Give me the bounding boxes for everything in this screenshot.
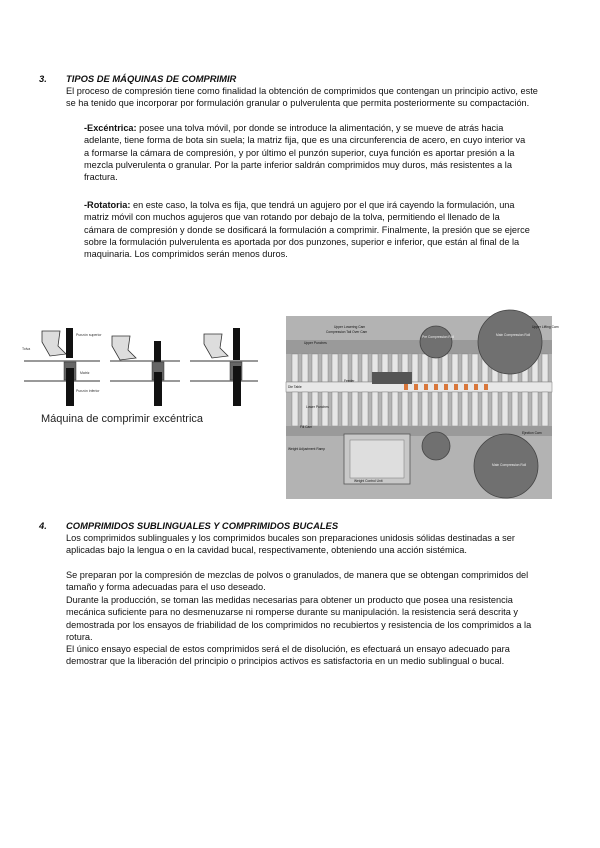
- section-4-title: COMPRIMIDOS SUBLINGUALES Y COMPRIMIDOS BUCALES: [66, 520, 339, 531]
- rotary-press-diagram: [286, 316, 559, 499]
- label-die: Die Table: [288, 385, 302, 389]
- section-4-paragraph-1: Los comprimidos sublinguales y los comprimidos bucales son preparaciones unidosis sólidas destinadas a ser aplicadas bajo la lengua o en la cavidad bucal, respectivamente, obteniendo una acción sistémica.: [66, 533, 515, 556]
- label-punzon-superior: Punzón superior: [76, 333, 102, 337]
- label-tail-cam: Compression Tail Over Cam: [326, 330, 368, 334]
- label-ejection: Ejection Cam: [522, 431, 542, 435]
- figure-caption: Máquina de comprimir excéntrica: [41, 413, 204, 425]
- label-fill-cam: Fill Cam: [300, 425, 313, 429]
- section-4-paragraph-2: Se preparan por la compresión de mezclas de polvos o granulados, de manera que se obtengan comprimidos del tamaño y forma adecuadas para el uso deseado.: [66, 570, 529, 593]
- main-compression-roll-upper: [478, 310, 542, 374]
- label-matriz: Matriz: [80, 371, 90, 375]
- label-main-roll-lower: Main Compression Roll: [492, 463, 527, 467]
- pre-compression-roll-upper: [420, 326, 455, 358]
- label-punzon-inferior: Punzón inferior: [76, 389, 100, 393]
- eccentric-press-diagram: [20, 326, 260, 406]
- eccentric-stage-2: [110, 336, 180, 406]
- label-weight-control: Weight Control Unit: [354, 479, 383, 483]
- label-upper-cam: Upper Lowering Cam: [334, 325, 366, 329]
- label-pre-roll: Pre Compression Roll: [422, 335, 455, 339]
- eccentric-stage-1: [22, 328, 102, 406]
- eccentric-stage-3: [190, 328, 258, 406]
- excentrica-text: posee una tolva móvil, por donde se introduce la alimentación, y se mueve de atrás hacia adelante, tiene forma de bota sin suela; la matriz fija, que es una circunferencia de acero, en cuyo interior va a formarse la cámara de compresión, y por último el punzón superior, cuya función es aportar presión a la mezcla pulverulenta o granular. Por la parte inferior saldrán comprimidos muy duros, más resistentes a la fractura.: [84, 123, 526, 183]
- label-feeder: Feeder: [344, 379, 355, 383]
- rotatoria-label: -Rotatoria:: [84, 200, 131, 210]
- section-3-title: TIPOS DE MÁQUINAS DE COMPRIMIR: [66, 73, 237, 84]
- section-4-paragraph-3: Durante la producción, se toman las medidas necesarias para obtener un producto que posea una resistencia mecánica suficiente para no desmenuzarse ni romperse durante su manipulación. la resistencia será descrita y demostrada por los ensayos de friabilidad de los comprimidos no recubiertos y resistencia de los comprimidos a la rotura.: [66, 595, 532, 642]
- label-tolva: Tolva: [22, 347, 31, 351]
- label-weight-ramp: Weight Adjustment Ramp: [288, 447, 326, 451]
- rotatoria-paragraph: [84, 199, 530, 260]
- excentrica-label: -Excéntrica:: [84, 123, 137, 133]
- label-upper-lifting: Upper Lifting Cam: [532, 325, 559, 329]
- section-4-number: 4.: [39, 520, 47, 531]
- label-lower-punches: Lower Punches: [306, 405, 329, 409]
- section-3-number: 3.: [39, 73, 47, 84]
- pre-compression-roll-lower: [422, 432, 450, 460]
- section-3-intro: El proceso de compresión tiene como finalidad la obtención de comprimidos que contengan un principio activo, este se ha tenido que incorporar por formulación granular o pulverulenta que permita posteriormente su compactación.: [66, 86, 538, 109]
- rotatoria-text: en este caso, la tolva es fija, que tendrá un agujero por el que irá cayendo la formulación, una matriz móvil con muchos agujeros que van rotando por debajo de la tolva, permitiendo el llenado de la cámara de compresión y donde se dosificará la formulación a comprimir. Finalmente, la presión que se ejerce sobre la formulación pulverulenta es aportada por dos punzones, superior e inferior, que están al final de la maquinaria. Los comprimidos serán menos duros.: [84, 200, 530, 260]
- section-4-paragraph-4: El único ensayo especial de estos comprimidos será el de disolución, es efectuará un ensayo adecuado para demostrar que la liberación del principio o principios activos es satisfactoria en un medio sublingual o bucal.: [66, 644, 510, 667]
- label-main-roll-upper: Main Compression Roll: [496, 333, 531, 337]
- excentrica-paragraph: [84, 122, 530, 183]
- label-upper-punches: Upper Punches: [304, 341, 327, 345]
